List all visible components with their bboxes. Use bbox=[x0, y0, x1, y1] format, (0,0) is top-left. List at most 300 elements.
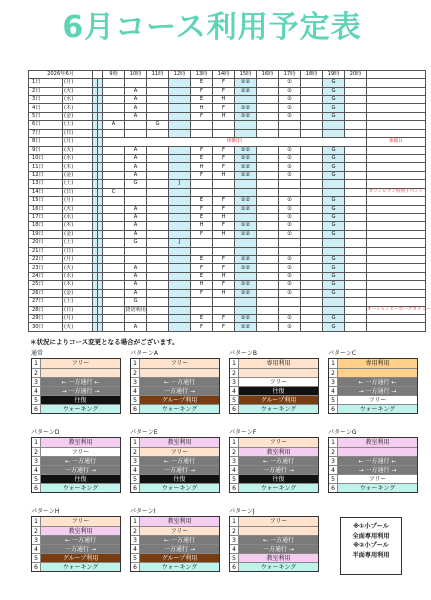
lane-row bbox=[329, 377, 417, 386]
slot-cell bbox=[235, 213, 257, 221]
schedule-row bbox=[29, 323, 426, 332]
lane-number: 3 bbox=[230, 378, 239, 386]
slot-cell: E bbox=[191, 213, 213, 221]
lane-list bbox=[130, 437, 220, 493]
slot-cell bbox=[147, 306, 169, 314]
slot-cell bbox=[125, 121, 147, 129]
lane-number: 2 bbox=[32, 369, 41, 377]
slot-cell: H bbox=[191, 163, 213, 171]
lane-row bbox=[32, 456, 120, 465]
slot-cell: ② bbox=[279, 289, 301, 297]
slot-cell: ② bbox=[279, 112, 301, 120]
slot-cell bbox=[147, 188, 169, 196]
pattern-name: パターンG bbox=[328, 429, 357, 436]
slot-cell bbox=[103, 213, 125, 221]
slot-cell bbox=[103, 239, 125, 247]
schedule-row bbox=[29, 256, 426, 264]
lane-usage: ウォーキング bbox=[41, 484, 120, 492]
slot-cell: ② bbox=[279, 213, 301, 221]
month-header: 2026年6月 bbox=[29, 71, 93, 79]
slot-cell: F bbox=[213, 222, 235, 230]
slot-cell bbox=[147, 323, 169, 332]
slot-cell bbox=[147, 205, 169, 213]
lane-usage: フリー bbox=[140, 359, 219, 368]
slot-cell bbox=[301, 129, 323, 137]
lane-number: 6 bbox=[32, 563, 41, 571]
slot-cell bbox=[147, 154, 169, 162]
slot-cell: F bbox=[213, 264, 235, 272]
weekday-cell: (火) bbox=[63, 264, 93, 272]
lane-row bbox=[230, 553, 318, 562]
note-cell bbox=[367, 163, 426, 171]
slot-cell bbox=[191, 121, 213, 129]
lane-usage: ウォーキング bbox=[41, 405, 120, 413]
slot-cell: E bbox=[191, 272, 213, 280]
slot-cell: ② bbox=[279, 87, 301, 95]
slot-cell bbox=[257, 197, 279, 205]
lane-row bbox=[230, 447, 318, 456]
weekday-cell: (土) bbox=[63, 121, 93, 129]
date-cell: 6日 bbox=[29, 121, 63, 129]
slot-cell bbox=[147, 272, 169, 280]
pattern-card bbox=[31, 429, 121, 493]
note-cell: オリンピアン特別イベント bbox=[367, 188, 426, 196]
lane-number: 5 bbox=[32, 396, 41, 404]
lane-usage: ← 一方通行 bbox=[41, 457, 120, 465]
note-cell bbox=[367, 104, 426, 112]
slot-cell bbox=[279, 306, 301, 314]
lane-list bbox=[31, 358, 121, 414]
slot-cell: A bbox=[125, 281, 147, 289]
date-cell: 30日 bbox=[29, 323, 63, 332]
lane-list bbox=[229, 437, 319, 493]
lane-row bbox=[329, 368, 417, 377]
note-cell bbox=[367, 79, 426, 87]
lane-usage: 一方通行 → bbox=[239, 545, 318, 553]
pattern-card bbox=[130, 508, 220, 572]
slot-cell: ② bbox=[279, 154, 301, 162]
slot-cell: G bbox=[323, 79, 345, 87]
schedule-row bbox=[29, 112, 426, 120]
date-cell: 21日 bbox=[29, 247, 63, 255]
slot-cell: G bbox=[323, 146, 345, 154]
date-cell: 4日 bbox=[29, 104, 63, 112]
schedule-row bbox=[29, 213, 426, 221]
weekday-cell: (火) bbox=[63, 146, 93, 154]
lane-number: 1 bbox=[131, 359, 140, 368]
pattern-card bbox=[130, 429, 220, 493]
schedule-row bbox=[29, 306, 426, 314]
lane-number: 1 bbox=[32, 517, 41, 526]
slot-cell bbox=[169, 205, 191, 213]
lane-row bbox=[32, 386, 120, 395]
note-cell bbox=[367, 239, 426, 247]
note-cell bbox=[367, 171, 426, 179]
date-cell: 26日 bbox=[29, 289, 63, 297]
slot-cell bbox=[147, 230, 169, 238]
lane-row bbox=[131, 377, 219, 386]
note-cell: 休館日 bbox=[367, 138, 426, 146]
lane-number: 2 bbox=[32, 448, 41, 456]
note-cell bbox=[367, 154, 426, 162]
lane-number: 6 bbox=[230, 563, 239, 571]
slot-cell bbox=[257, 180, 279, 188]
lane-number: 6 bbox=[329, 484, 338, 492]
weekday-cell: (土) bbox=[63, 180, 93, 188]
slot-cell bbox=[301, 205, 323, 213]
slot-cell bbox=[345, 323, 367, 332]
slot-cell bbox=[169, 247, 191, 255]
slot-cell bbox=[147, 281, 169, 289]
slot-cell: F bbox=[213, 154, 235, 162]
slot-cell bbox=[213, 129, 235, 137]
slot-cell: A bbox=[125, 323, 147, 332]
slot-cell: A bbox=[125, 222, 147, 230]
lane-number: 1 bbox=[230, 359, 239, 368]
slot-cell bbox=[301, 222, 323, 230]
slot-cell: ①② bbox=[235, 112, 257, 120]
lane-number: 6 bbox=[131, 484, 140, 492]
lane-number: 3 bbox=[131, 536, 140, 544]
pattern-card bbox=[328, 429, 418, 493]
lane-usage: ウォーキング bbox=[41, 563, 120, 571]
legend-line: 全面専用利用 bbox=[352, 532, 390, 540]
slot-cell bbox=[235, 96, 257, 104]
lane-list bbox=[328, 358, 418, 414]
slot-cell bbox=[257, 129, 279, 137]
slot-cell bbox=[103, 163, 125, 171]
schedule-row bbox=[29, 79, 426, 87]
slot-cell bbox=[235, 239, 257, 247]
weekday-cell: (土) bbox=[63, 239, 93, 247]
date-cell: 1日 bbox=[29, 79, 63, 87]
schedule-header-row bbox=[29, 71, 426, 79]
slot-cell bbox=[169, 197, 191, 205]
lane-row bbox=[230, 377, 318, 386]
slot-cell bbox=[345, 239, 367, 247]
schedule-row bbox=[29, 281, 426, 289]
date-cell: 12日 bbox=[29, 171, 63, 179]
slot-cell bbox=[213, 188, 235, 196]
lane-row bbox=[131, 447, 219, 456]
schedule-row bbox=[29, 154, 426, 162]
lane-usage bbox=[41, 369, 120, 377]
slot-cell bbox=[169, 222, 191, 230]
slot-cell: F bbox=[191, 289, 213, 297]
schedule-row bbox=[29, 205, 426, 213]
slot-cell: A bbox=[125, 213, 147, 221]
schedule-row bbox=[29, 289, 426, 297]
lane-number: 6 bbox=[131, 563, 140, 571]
slot-cell bbox=[125, 197, 147, 205]
pattern-card bbox=[130, 350, 220, 414]
weekday-cell: (金) bbox=[63, 112, 93, 120]
lane-usage: 往復 bbox=[41, 475, 120, 483]
slot-cell bbox=[257, 112, 279, 120]
lane-usage: ← 一方通行 ← bbox=[41, 378, 120, 386]
lane-row bbox=[230, 526, 318, 535]
date-cell: 14日 bbox=[29, 188, 63, 196]
lane-row bbox=[32, 544, 120, 553]
note-cell bbox=[367, 281, 426, 289]
slot-cell: H bbox=[213, 112, 235, 120]
lane-row bbox=[230, 474, 318, 483]
date-cell: 8日 bbox=[29, 138, 63, 146]
slot-cell bbox=[235, 129, 257, 137]
slot-cell: G bbox=[323, 315, 345, 323]
slot-cell bbox=[169, 129, 191, 137]
slot-cell bbox=[147, 129, 169, 137]
slot-cell bbox=[103, 315, 125, 323]
slot-cell bbox=[103, 272, 125, 280]
slot-cell bbox=[301, 96, 323, 104]
slot-cell: H bbox=[213, 230, 235, 238]
slot-cell bbox=[169, 96, 191, 104]
date-cell: 7日 bbox=[29, 129, 63, 137]
slot-cell bbox=[301, 256, 323, 264]
slot-cell bbox=[235, 180, 257, 188]
slot-cell: H bbox=[213, 272, 235, 280]
weekday-cell: (土) bbox=[63, 298, 93, 306]
slot-cell bbox=[213, 180, 235, 188]
lane-usage: → 一方通行 → bbox=[338, 466, 417, 474]
slot-cell: A bbox=[125, 104, 147, 112]
lane-number: 6 bbox=[32, 405, 41, 413]
slot-cell bbox=[257, 289, 279, 297]
slot-cell: ①② bbox=[235, 256, 257, 264]
lane-number: 3 bbox=[32, 536, 41, 544]
lane-list bbox=[229, 358, 319, 414]
slot-cell bbox=[169, 154, 191, 162]
slot-cell: G bbox=[323, 205, 345, 213]
slot-cell: ①② bbox=[235, 163, 257, 171]
lane-number: 1 bbox=[230, 438, 239, 447]
lane-usage: ウォーキング bbox=[140, 484, 219, 492]
slot-cell: E bbox=[191, 315, 213, 323]
lane-usage: グループ利用 bbox=[239, 396, 318, 404]
slot-cell bbox=[147, 112, 169, 120]
lane-usage bbox=[140, 369, 219, 377]
note-cell bbox=[367, 230, 426, 238]
slot-cell: ② bbox=[279, 163, 301, 171]
slot-cell bbox=[147, 87, 169, 95]
slot-cell: F bbox=[213, 256, 235, 264]
lane-row bbox=[32, 447, 120, 456]
lane-usage bbox=[239, 527, 318, 535]
slot-cell: F bbox=[191, 230, 213, 238]
lane-number: 4 bbox=[230, 387, 239, 395]
hour-header: 15時 bbox=[235, 71, 257, 79]
legend-line: 半面専用利用 bbox=[352, 551, 390, 559]
lane-number: 2 bbox=[230, 448, 239, 456]
schedule-row bbox=[29, 188, 426, 196]
lane-usage: ウォーキング bbox=[338, 484, 417, 492]
lane-row bbox=[131, 465, 219, 474]
slot-cell bbox=[257, 239, 279, 247]
lane-usage: ウォーキング bbox=[140, 563, 219, 571]
slot-cell bbox=[257, 272, 279, 280]
lane-number: 1 bbox=[32, 359, 41, 368]
lane-row bbox=[230, 562, 318, 571]
slot-cell: A bbox=[125, 154, 147, 162]
lane-usage: 往復 bbox=[239, 475, 318, 483]
slot-cell bbox=[147, 197, 169, 205]
note-cell bbox=[367, 180, 426, 188]
lane-usage: フリー bbox=[239, 517, 318, 526]
slot-cell bbox=[257, 146, 279, 154]
lane-row bbox=[329, 395, 417, 404]
lane-usage: ウォーキング bbox=[239, 484, 318, 492]
hour-header: 19時 bbox=[323, 71, 345, 79]
slot-cell: 貸切利用 bbox=[125, 306, 146, 313]
hour-header: 18時 bbox=[301, 71, 323, 79]
slot-cell: F bbox=[191, 323, 213, 332]
lane-row bbox=[329, 456, 417, 465]
slot-cell bbox=[147, 247, 169, 255]
weekday-cell: (木) bbox=[63, 104, 93, 112]
slot-cell bbox=[169, 112, 191, 120]
lane-number: 2 bbox=[329, 448, 338, 456]
slot-cell: F bbox=[191, 171, 213, 179]
slot-cell bbox=[345, 104, 367, 112]
note-cell bbox=[367, 247, 426, 255]
slot-cell: ② bbox=[279, 79, 301, 87]
slot-cell bbox=[235, 247, 257, 255]
slot-cell: H bbox=[191, 222, 213, 230]
slot-cell bbox=[169, 323, 191, 332]
slot-cell bbox=[257, 205, 279, 213]
lane-row bbox=[131, 404, 219, 413]
slot-cell: ② bbox=[279, 197, 301, 205]
slot-cell: A bbox=[125, 87, 147, 95]
lane-row bbox=[230, 395, 318, 404]
pattern-name: パターンB bbox=[229, 350, 257, 357]
lane-usage: 一方通行 → bbox=[41, 466, 120, 474]
slot-cell bbox=[103, 79, 125, 87]
slot-cell bbox=[279, 129, 301, 137]
hour-header: 17時 bbox=[279, 71, 301, 79]
slot-cell bbox=[345, 146, 367, 154]
slot-cell bbox=[235, 298, 257, 306]
slot-cell bbox=[345, 121, 367, 129]
slot-cell: G bbox=[323, 230, 345, 238]
weekday-cell: (月) bbox=[63, 197, 93, 205]
slot-cell bbox=[345, 205, 367, 213]
slot-cell bbox=[323, 298, 345, 306]
slot-cell bbox=[323, 180, 345, 188]
slot-cell: A bbox=[125, 163, 147, 171]
slot-cell bbox=[147, 315, 169, 323]
slot-cell: E bbox=[191, 154, 213, 162]
slot-cell bbox=[301, 306, 323, 314]
lane-number: 1 bbox=[32, 438, 41, 447]
page-title: 6月コース利用予定表 bbox=[62, 10, 362, 45]
lane-number: 6 bbox=[329, 405, 338, 413]
date-cell: 19日 bbox=[29, 230, 63, 238]
slot-cell bbox=[103, 129, 125, 137]
lane-row bbox=[329, 474, 417, 483]
slot-cell bbox=[301, 171, 323, 179]
lane-row bbox=[230, 465, 318, 474]
schedule-row bbox=[29, 239, 426, 247]
weekday-cell: (日) bbox=[63, 129, 93, 137]
slot-cell bbox=[257, 298, 279, 306]
slot-cell bbox=[103, 96, 125, 104]
slot-cell bbox=[147, 146, 169, 154]
lane-row bbox=[131, 553, 219, 562]
slot-cell bbox=[345, 171, 367, 179]
slot-cell bbox=[191, 129, 213, 137]
lane-usage: ウォーキング bbox=[239, 405, 318, 413]
schedule-row bbox=[29, 247, 426, 255]
closed-cell: 休館日 bbox=[103, 138, 367, 146]
slot-cell bbox=[345, 230, 367, 238]
slot-cell bbox=[257, 315, 279, 323]
lane-row bbox=[230, 535, 318, 544]
schedule-table bbox=[28, 70, 431, 332]
slot-cell bbox=[257, 79, 279, 87]
slot-cell bbox=[169, 230, 191, 238]
slot-cell bbox=[235, 188, 257, 196]
slot-cell bbox=[301, 188, 323, 196]
weekday-cell: (水) bbox=[63, 154, 93, 162]
slot-cell: ② bbox=[279, 272, 301, 280]
lane-number: 2 bbox=[329, 369, 338, 377]
weekday-cell: (水) bbox=[63, 213, 93, 221]
date-cell: 27日 bbox=[29, 298, 63, 306]
slot-cell: ①② bbox=[235, 323, 257, 332]
lane-usage: 教室利用 bbox=[140, 517, 219, 526]
date-cell: 23日 bbox=[29, 264, 63, 272]
slot-cell bbox=[301, 163, 323, 171]
date-cell: 5日 bbox=[29, 112, 63, 120]
pool-legend bbox=[340, 517, 402, 575]
slot-cell: ② bbox=[279, 281, 301, 289]
slot-cell bbox=[191, 188, 213, 196]
lane-number: 3 bbox=[131, 378, 140, 386]
slot-cell bbox=[191, 298, 213, 306]
slot-cell bbox=[257, 323, 279, 332]
lane-row bbox=[32, 395, 120, 404]
slot-cell: ①② bbox=[235, 171, 257, 179]
slot-cell: ② bbox=[279, 222, 301, 230]
slot-cell: G bbox=[323, 256, 345, 264]
lane-row bbox=[131, 456, 219, 465]
slot-cell bbox=[257, 247, 279, 255]
lane-usage: グループ利用 bbox=[41, 554, 120, 562]
slot-cell: ② bbox=[279, 323, 301, 332]
lane-usage: ← 一方通行 ← bbox=[338, 378, 417, 386]
schedule-row bbox=[29, 146, 426, 154]
slot-cell bbox=[301, 197, 323, 205]
slot-cell: A bbox=[125, 272, 147, 280]
slot-cell bbox=[147, 96, 169, 104]
slot-cell bbox=[213, 306, 235, 314]
slot-cell: E bbox=[191, 96, 213, 104]
slot-cell bbox=[301, 112, 323, 120]
legend-line: ※②小プール bbox=[353, 542, 389, 549]
slot-cell bbox=[147, 298, 169, 306]
slot-cell: A bbox=[103, 121, 125, 129]
slot-cell: C bbox=[103, 188, 125, 196]
schedule-row bbox=[29, 264, 426, 272]
pattern-card bbox=[31, 508, 121, 572]
slot-cell bbox=[103, 146, 125, 154]
lane-row bbox=[230, 404, 318, 413]
slot-cell bbox=[257, 154, 279, 162]
lane-number: 4 bbox=[32, 387, 41, 395]
lane-usage: 往復 bbox=[140, 475, 219, 483]
